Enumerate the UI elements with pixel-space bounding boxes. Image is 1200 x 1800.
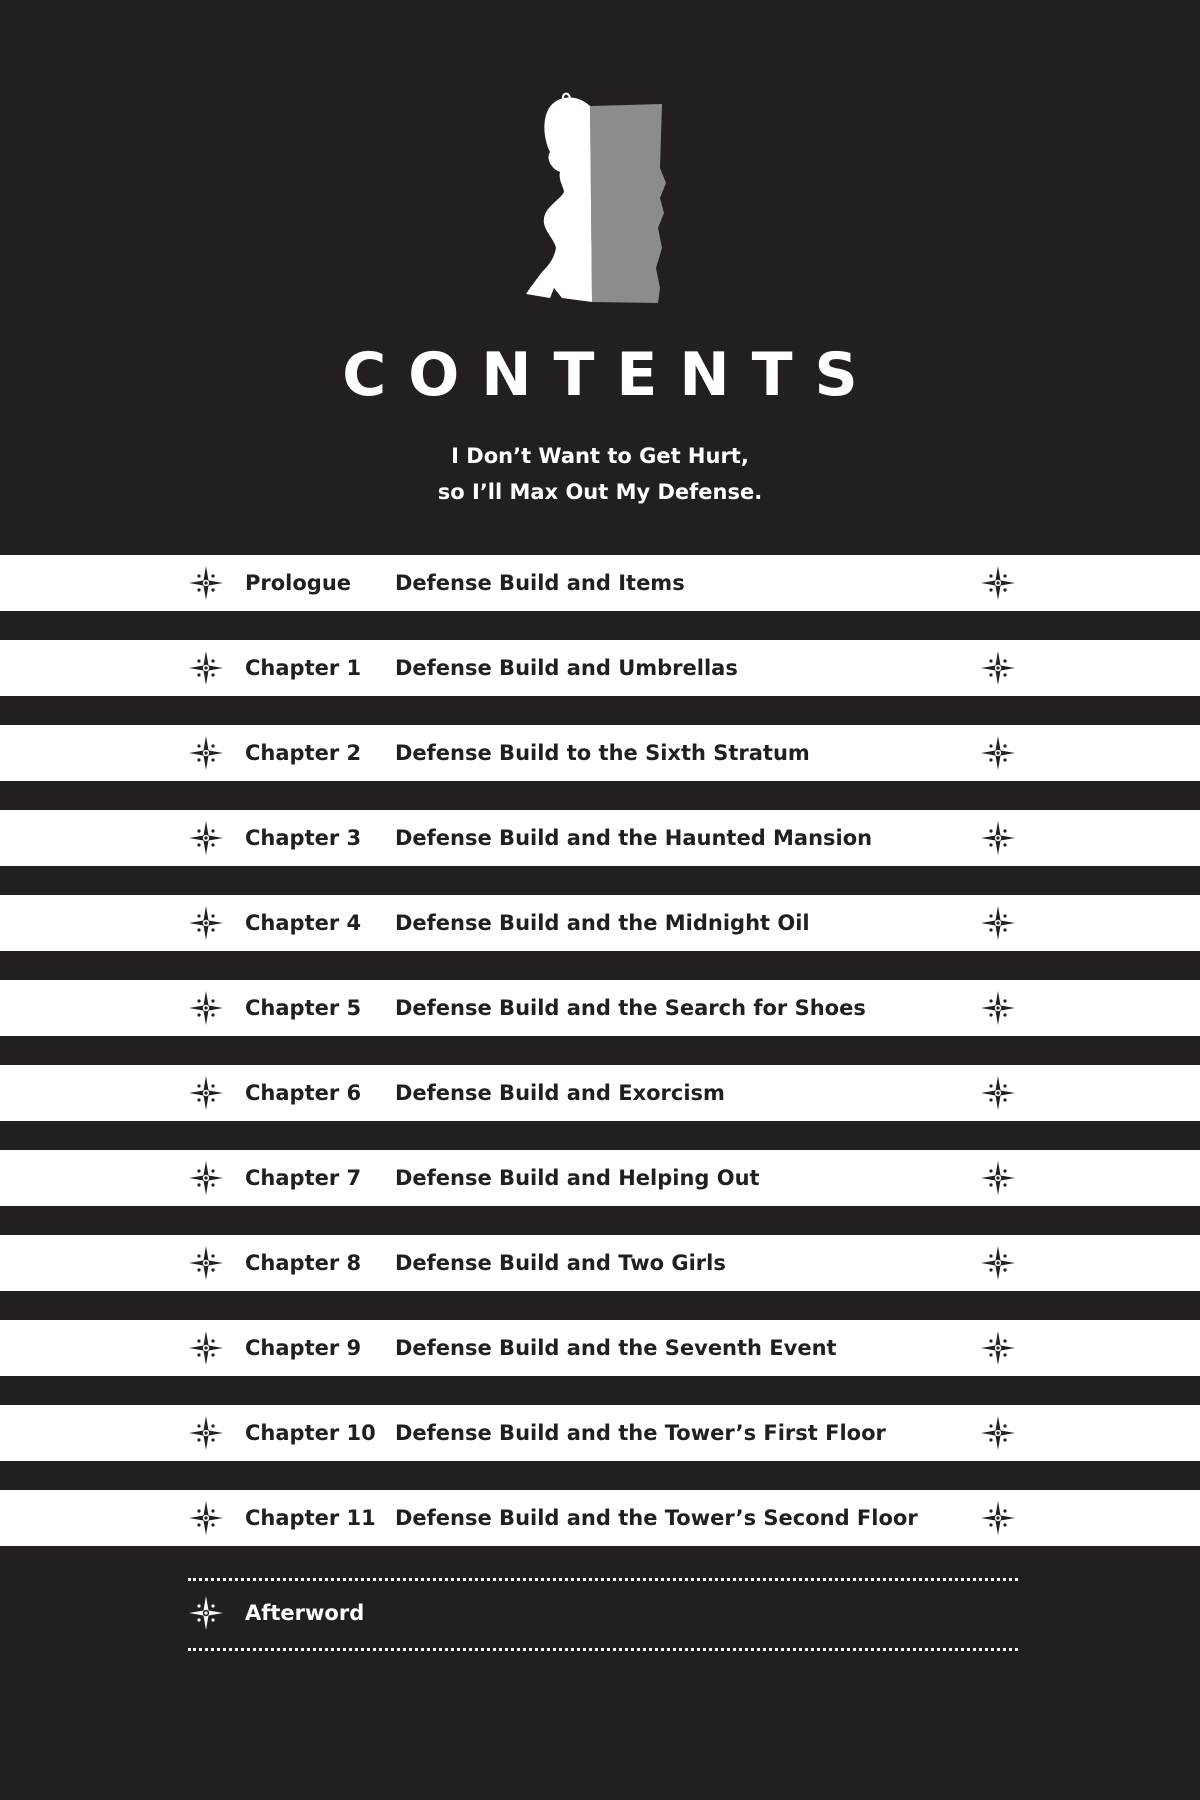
ornament-icon — [188, 1330, 224, 1366]
entry-title: Defense Build and the Haunted Mansion — [395, 826, 873, 850]
entry-label: Afterword — [245, 1601, 365, 1625]
subtitle-line-1: I Don’t Want to Get Hurt, — [451, 444, 749, 468]
entry-title: Defense Build and the Tower’s First Floor — [395, 1421, 886, 1445]
ornament-icon — [980, 990, 1016, 1026]
entry-label: Chapter 6 — [245, 1081, 362, 1105]
toc-entry-chapter-10[interactable] — [0, 1405, 1200, 1461]
ornament-icon — [188, 565, 224, 601]
ornament-icon — [188, 820, 224, 856]
toc-entry-chapter-7[interactable] — [0, 1150, 1200, 1206]
ornament-icon — [980, 905, 1016, 941]
ornament-icon — [980, 650, 1016, 686]
entry-title: Defense Build and the Tower’s Second Floor — [395, 1506, 918, 1530]
entry-title: Defense Build and Helping Out — [395, 1166, 760, 1190]
toc-entry-chapter-2[interactable] — [0, 725, 1200, 781]
page-title: CONTENTS — [342, 340, 880, 410]
ornament-icon — [980, 565, 1016, 601]
ornament-icon — [188, 650, 224, 686]
ornament-icon — [188, 1500, 224, 1536]
subtitle-line-2: so I’ll Max Out My Defense. — [437, 480, 763, 504]
entry-label: Chapter 10 — [245, 1421, 376, 1445]
entry-title: Defense Build and the Seventh Event — [395, 1336, 837, 1360]
toc-entry-chapter-8[interactable] — [0, 1235, 1200, 1291]
ornament-icon — [188, 990, 224, 1026]
toc-entry-chapter-9[interactable] — [0, 1320, 1200, 1376]
ornament-icon — [980, 1415, 1016, 1451]
entry-label: Chapter 8 — [245, 1251, 362, 1275]
ornament-icon — [188, 735, 224, 771]
dotted-divider — [188, 1578, 1018, 1581]
entry-title: Defense Build and Two Girls — [395, 1251, 726, 1275]
ornament-icon — [980, 820, 1016, 856]
ornament-icon — [188, 1160, 224, 1196]
ornament-icon — [188, 1595, 224, 1631]
entry-title: Defense Build to the Sixth Stratum — [395, 741, 810, 765]
girl-silhouette-banner-icon — [520, 88, 670, 308]
dotted-divider — [188, 1648, 1018, 1651]
toc-entry-afterword[interactable] — [188, 1578, 1018, 1650]
ornament-icon — [980, 1500, 1016, 1536]
entry-label: Chapter 9 — [245, 1336, 362, 1360]
entry-label: Chapter 3 — [245, 826, 362, 850]
ornament-icon — [188, 1415, 224, 1451]
ornament-icon — [980, 1075, 1016, 1111]
entry-label: Chapter 11 — [245, 1506, 376, 1530]
entry-label: Chapter 2 — [245, 741, 362, 765]
ornament-icon — [980, 1245, 1016, 1281]
toc-entry-chapter-11[interactable] — [0, 1490, 1200, 1546]
entry-title: Defense Build and Items — [395, 571, 685, 595]
toc-entry-prologue[interactable] — [0, 555, 1200, 611]
book-subtitle — [0, 438, 1200, 510]
ornament-icon — [188, 905, 224, 941]
entry-title: Defense Build and Exorcism — [395, 1081, 725, 1105]
entry-label: Chapter 1 — [245, 656, 362, 680]
entry-title: Defense Build and the Midnight Oil — [395, 911, 810, 935]
entry-label: Chapter 4 — [245, 911, 362, 935]
entry-label: Chapter 5 — [245, 996, 362, 1020]
ornament-icon — [188, 1075, 224, 1111]
toc-entry-chapter-3[interactable] — [0, 810, 1200, 866]
toc-entry-chapter-6[interactable] — [0, 1065, 1200, 1121]
toc-entry-chapter-5[interactable] — [0, 980, 1200, 1036]
entry-title: Defense Build and Umbrellas — [395, 656, 738, 680]
toc-entry-chapter-4[interactable] — [0, 895, 1200, 951]
ornament-icon — [980, 735, 1016, 771]
ornament-icon — [980, 1330, 1016, 1366]
ornament-icon — [980, 1160, 1016, 1196]
ornament-icon — [188, 1245, 224, 1281]
entry-label: Chapter 7 — [245, 1166, 362, 1190]
entry-title: Defense Build and the Search for Shoes — [395, 996, 866, 1020]
toc-entry-chapter-1[interactable] — [0, 640, 1200, 696]
entry-label: Prologue — [245, 571, 352, 595]
